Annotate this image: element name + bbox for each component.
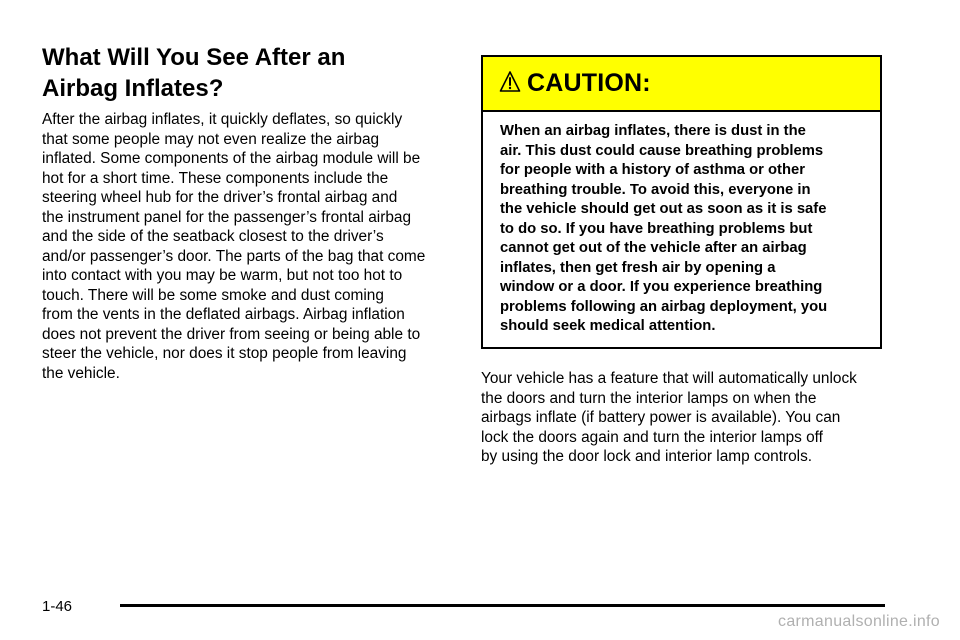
left-body-line: and/or passenger’s door. The parts of the bag that come (42, 247, 426, 265)
caution-line: the vehicle should get out as soon as it is safe (500, 201, 827, 217)
caution-line: When an airbag inflates, there is dust in the (500, 123, 806, 139)
caution-line: for people with a history of asthma or other (500, 162, 806, 178)
left-body-line: the instrument panel for the passenger’s frontal airbag (42, 208, 412, 226)
section-heading (42, 42, 442, 104)
right-body-line: by using the door lock and interior lamp controls. (481, 448, 813, 465)
caution-line: problems following an airbag deployment, you (500, 298, 828, 315)
left-body-line: After the airbag inflates, it quickly deflates, so quickly (42, 111, 403, 128)
caution-box (481, 55, 882, 349)
warning-triangle-icon (499, 70, 521, 94)
right-body-line: Your vehicle has a feature that will automatically unlock (481, 370, 857, 387)
left-body-line: the vehicle. (42, 364, 120, 382)
left-body-line: does not prevent the driver from seeing or being able to (42, 325, 421, 343)
caution-line: window or a door. If you experience breathing (500, 279, 823, 295)
caution-line: to do so. If you have breathing problems but (500, 220, 813, 237)
right-body-line: airbags inflate (if battery power is available). You can (481, 409, 841, 426)
right-body-line: the doors and turn the interior lamps on when the (481, 389, 817, 407)
left-body-line: that some people may not even realize the airbag (42, 130, 380, 148)
caution-header (483, 57, 880, 112)
caution-line: should seek medical attention. (500, 318, 716, 334)
left-body-line: and the side of the seatback closest to the driver’s (42, 228, 384, 245)
caution-title: CAUTION: (527, 69, 651, 97)
left-body-line: hot for a short time. These components include the (42, 169, 389, 187)
section-heading-line-2: Airbag Inflates? (42, 75, 224, 102)
left-body-line: into contact with you may be warm, but not too hot to (42, 267, 403, 284)
caution-line: air. This dust could cause breathing problems (500, 142, 824, 159)
footer-rule (120, 604, 885, 607)
left-body-line: touch. There will be some smoke and dust coming (42, 286, 384, 304)
left-body-line: steering wheel hub for the driver’s frontal airbag and (42, 189, 398, 206)
section-heading-line-1: What Will You See After an (42, 44, 346, 71)
caution-line: inflates, then get fresh air by opening a (500, 259, 776, 276)
right-body-paragraph (481, 369, 891, 467)
caution-message (483, 112, 880, 337)
caution-line: cannot get out of the vehicle after an airbag (500, 240, 807, 256)
left-body-paragraph (42, 110, 454, 383)
caution-line: breathing trouble. To avoid this, everyone in (500, 181, 811, 198)
right-body-line: lock the doors again and turn the interior lamps off (481, 428, 823, 446)
left-body-line: steer the vehicle, nor does it stop people from leaving (42, 345, 407, 362)
left-body-line: inflated. Some components of the airbag module will be (42, 150, 421, 167)
watermark-text[interactable]: carmanualsonline.info (778, 613, 940, 630)
left-body-line: from the vents in the deflated airbags. Airbag inflation (42, 306, 405, 323)
page-number: 1-46 (42, 598, 73, 615)
